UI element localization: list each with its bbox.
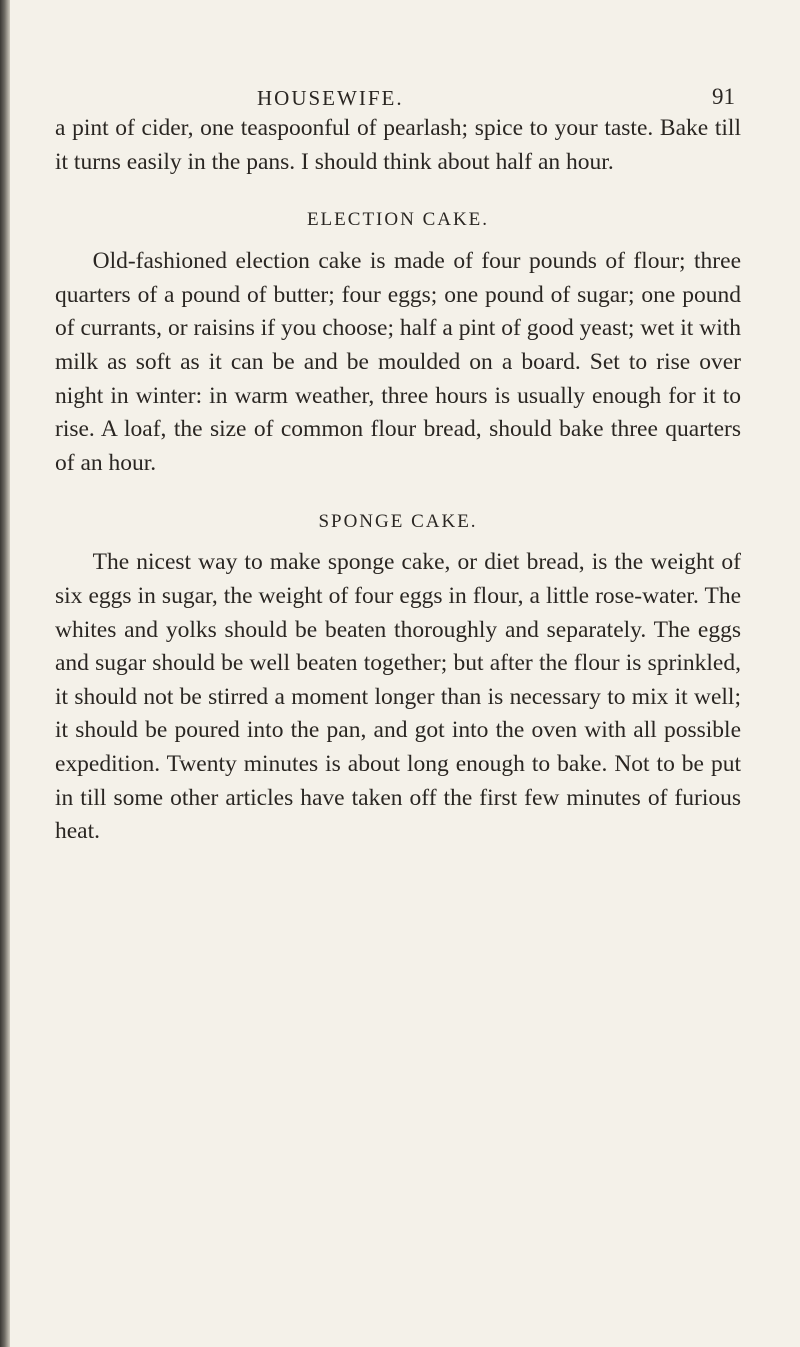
- running-title: HOUSEWIFE.: [257, 86, 404, 110]
- section-title-sponge-cake: SPONGE CAKE.: [318, 511, 478, 533]
- book-gutter-edge: [0, 0, 10, 1347]
- book-page: [55, 78, 741, 849]
- intro-paragraph: a pint of cider, one teaspoonful of pearlash; spice to your taste. Bake till it turns easily in the pans. I should think about half an hour.: [55, 115, 741, 175]
- page-number: 91: [712, 84, 735, 109]
- election-cake-paragraph: Old-fashioned election cake is made of four pounds of flour; three quarters of a pound of butter; four eggs; one pound of sugar; one pound of currants, or raisins if you choose; half a pint of good yeast; wet it with milk as soft as it can be and be moulded on a board. Set to rise over night in winter: in warm weather, three hours is usually enough for it to rise. A loaf, the size of common flour bread, should bake three quarters of an hour.: [55, 248, 741, 476]
- running-head: [55, 78, 741, 112]
- section-title-election-cake: ELECTION CAKE.: [306, 209, 490, 231]
- sponge-cake-paragraph: The nicest way to make sponge cake, or diet bread, is the weight of six eggs in sugar, the weight of four eggs in flour, a little rose-water. The whites and yolks should be beaten thoroughly and separately. The eggs and sugar should be well beaten together; but after the flour is sprinkled, it should not be stirred a moment longer than is necessary to mix it well; it should be poured into the pan, and got into the oven with all possible expedition. Twenty minutes is about long enough to bake. Not to be put in till some other articles have taken off the first few minutes of furious heat.: [55, 549, 741, 845]
